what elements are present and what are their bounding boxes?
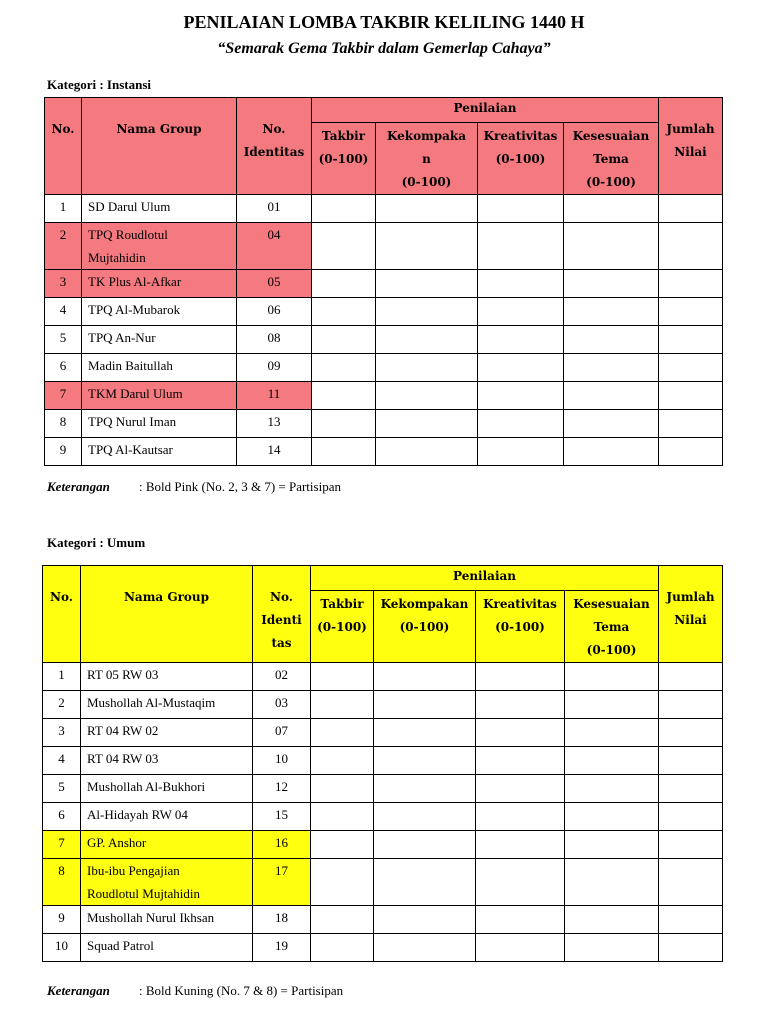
table-row — [43, 775, 723, 803]
header-kekompakan: Kekompakan (0-100) — [374, 591, 476, 663]
cell-kesesuaian — [565, 691, 659, 719]
cell-kreativitas — [476, 803, 565, 831]
cell-kekompakan — [376, 195, 478, 223]
header-kekompakan: Kekompaka n (0-100) — [376, 123, 478, 195]
cell-kreativitas — [478, 382, 564, 410]
cell-no-identitas: 06 — [237, 298, 312, 326]
cell-no-identitas: 13 — [237, 410, 312, 438]
cell-no-identitas: 11 — [237, 382, 312, 410]
cell-no-identitas: 18 — [253, 906, 311, 934]
cell-takbir — [311, 775, 374, 803]
cell-kekompakan — [376, 298, 478, 326]
table-row — [43, 663, 723, 691]
cell-jumlah — [659, 270, 723, 298]
cell-no-identitas: 10 — [253, 747, 311, 775]
cell-no-identitas: 17 — [253, 859, 311, 906]
cell-no: 9 — [45, 438, 82, 466]
page-title: PENILAIAN LOMBA TAKBIR KELILING 1440 H — [183, 12, 585, 32]
cell-no-identitas: 04 — [237, 223, 312, 270]
cell-kreativitas — [476, 691, 565, 719]
cell-kekompakan — [374, 906, 476, 934]
cell-kesesuaian — [565, 775, 659, 803]
table-row — [45, 410, 723, 438]
table-row — [45, 382, 723, 410]
cell-kreativitas — [478, 354, 564, 382]
cell-nama-group: TPQ Nurul Iman — [82, 410, 237, 438]
cell-nama-group: Ibu-ibu Pengajian Roudlotul Mujtahidin — [81, 859, 253, 906]
cell-nama-group: SD Darul Ulum — [82, 195, 237, 223]
header-kreativitas: Kreativitas (0-100) — [476, 591, 565, 663]
cell-no-identitas: 19 — [253, 934, 311, 962]
cell-jumlah — [659, 195, 723, 223]
cell-kesesuaian — [565, 663, 659, 691]
cell-no: 1 — [45, 195, 82, 223]
cell-kesesuaian — [565, 934, 659, 962]
table-row — [43, 859, 723, 906]
header-takbir: Takbir (0-100) — [312, 123, 376, 195]
cell-kreativitas — [478, 410, 564, 438]
cell-kekompakan — [376, 438, 478, 466]
cell-no-identitas: 02 — [253, 663, 311, 691]
cell-no-identitas: 09 — [237, 354, 312, 382]
header-jumlah-nilai: Jumlah Nilai — [659, 566, 723, 663]
table-row — [45, 195, 723, 223]
cell-kesesuaian — [564, 326, 659, 354]
header-kreativitas: Kreativitas (0-100) — [478, 123, 564, 195]
table-row — [43, 831, 723, 859]
cell-kekompakan — [374, 663, 476, 691]
cell-no: 5 — [43, 775, 81, 803]
cell-jumlah — [659, 747, 723, 775]
cell-kesesuaian — [564, 354, 659, 382]
cell-no: 1 — [43, 663, 81, 691]
cell-takbir — [311, 859, 374, 906]
cell-kreativitas — [478, 298, 564, 326]
cell-kekompakan — [376, 326, 478, 354]
cell-no: 8 — [43, 859, 81, 906]
cell-kekompakan — [376, 410, 478, 438]
cell-nama-group: Mushollah Nurul Ikhsan — [81, 906, 253, 934]
cell-takbir — [311, 831, 374, 859]
cell-jumlah — [659, 354, 723, 382]
cell-kreativitas — [478, 326, 564, 354]
cell-no: 2 — [43, 691, 81, 719]
cell-takbir — [311, 803, 374, 831]
header-penilaian: Penilaian — [311, 566, 659, 591]
header-no: No. — [45, 98, 82, 195]
cell-nama-group: Mushollah Al-Bukhori — [81, 775, 253, 803]
cell-no: 9 — [43, 906, 81, 934]
cell-kreativitas — [476, 831, 565, 859]
cell-kekompakan — [374, 831, 476, 859]
header-penilaian: Penilaian — [312, 98, 659, 123]
cell-kekompakan — [374, 747, 476, 775]
cell-kesesuaian — [565, 803, 659, 831]
score-table-umum — [42, 565, 723, 962]
cell-kreativitas — [476, 747, 565, 775]
cell-no: 8 — [45, 410, 82, 438]
cell-kesesuaian — [565, 719, 659, 747]
cell-nama-group: RT 04 RW 03 — [81, 747, 253, 775]
cell-no-identitas: 08 — [237, 326, 312, 354]
cell-no-identitas: 01 — [237, 195, 312, 223]
table-row — [43, 691, 723, 719]
cell-kesesuaian — [564, 298, 659, 326]
cell-kesesuaian — [564, 270, 659, 298]
cell-jumlah — [659, 663, 723, 691]
cell-nama-group: RT 05 RW 03 — [81, 663, 253, 691]
cell-no: 4 — [43, 747, 81, 775]
cell-nama-group: TK Plus Al-Afkar — [82, 270, 237, 298]
cell-kreativitas — [478, 195, 564, 223]
cell-jumlah — [659, 775, 723, 803]
cell-nama-group: GP. Anshor — [81, 831, 253, 859]
cell-kreativitas — [476, 775, 565, 803]
cell-no: 7 — [45, 382, 82, 410]
cell-kekompakan — [374, 691, 476, 719]
cell-kekompakan — [374, 803, 476, 831]
header-no: No. — [43, 566, 81, 663]
cell-kekompakan — [374, 859, 476, 906]
cell-jumlah — [659, 223, 723, 270]
cell-kreativitas — [476, 663, 565, 691]
cell-no-identitas: 05 — [237, 270, 312, 298]
cell-no: 3 — [43, 719, 81, 747]
table-row — [43, 934, 723, 962]
cell-kreativitas — [478, 223, 564, 270]
cell-kesesuaian — [564, 382, 659, 410]
cell-no: 7 — [43, 831, 81, 859]
score-table-instansi — [44, 97, 723, 466]
cell-takbir — [311, 691, 374, 719]
header-nama-group: Nama Group — [81, 566, 253, 663]
cell-no: 3 — [45, 270, 82, 298]
cell-jumlah — [659, 906, 723, 934]
cell-nama-group: TPQ An-Nur — [82, 326, 237, 354]
cell-nama-group: Mushollah Al-Mustaqim — [81, 691, 253, 719]
cell-kekompakan — [376, 270, 478, 298]
cell-nama-group: Al-Hidayah RW 04 — [81, 803, 253, 831]
header-no-identitas: No. Identitas — [237, 98, 312, 195]
cell-no: 4 — [45, 298, 82, 326]
cell-no: 2 — [45, 223, 82, 270]
cell-jumlah — [659, 719, 723, 747]
cell-kesesuaian — [564, 223, 659, 270]
cell-takbir — [311, 934, 374, 962]
cell-takbir — [312, 298, 376, 326]
table-row — [43, 906, 723, 934]
cell-jumlah — [659, 691, 723, 719]
category-label-umum: Kategori : Umum — [47, 535, 146, 550]
header-nama-group: Nama Group — [82, 98, 237, 195]
cell-no-identitas: 14 — [237, 438, 312, 466]
cell-takbir — [312, 410, 376, 438]
cell-kesesuaian — [565, 831, 659, 859]
cell-kesesuaian — [565, 859, 659, 906]
cell-takbir — [312, 270, 376, 298]
table-row — [43, 747, 723, 775]
table-row — [45, 223, 723, 270]
cell-no-identitas: 16 — [253, 831, 311, 859]
header-takbir: Takbir (0-100) — [311, 591, 374, 663]
cell-kreativitas — [476, 859, 565, 906]
cell-no-identitas: 12 — [253, 775, 311, 803]
table-row — [45, 438, 723, 466]
cell-jumlah — [659, 382, 723, 410]
cell-takbir — [312, 438, 376, 466]
cell-takbir — [311, 906, 374, 934]
cell-kesesuaian — [564, 438, 659, 466]
cell-jumlah — [659, 859, 723, 906]
table-row — [45, 270, 723, 298]
cell-kekompakan — [374, 719, 476, 747]
cell-takbir — [311, 663, 374, 691]
cell-no-identitas: 07 — [253, 719, 311, 747]
cell-kreativitas — [478, 270, 564, 298]
cell-no: 5 — [45, 326, 82, 354]
cell-jumlah — [659, 410, 723, 438]
cell-kesesuaian — [564, 195, 659, 223]
header-jumlah-nilai: Jumlah Nilai — [659, 98, 723, 195]
cell-takbir — [311, 747, 374, 775]
cell-nama-group: TPQ Roudlotul Mujtahidin — [82, 223, 237, 270]
cell-jumlah — [659, 831, 723, 859]
cell-takbir — [312, 195, 376, 223]
cell-takbir — [312, 382, 376, 410]
cell-no: 6 — [43, 803, 81, 831]
cell-kekompakan — [376, 223, 478, 270]
cell-kekompakan — [374, 775, 476, 803]
header-kesesuaian-tema: Kesesuaian Tema (0-100) — [564, 123, 659, 195]
cell-jumlah — [659, 438, 723, 466]
cell-nama-group: Madin Baitullah — [82, 354, 237, 382]
table-row — [43, 803, 723, 831]
cell-jumlah — [659, 326, 723, 354]
table-row — [43, 719, 723, 747]
cell-jumlah — [659, 934, 723, 962]
cell-nama-group: TPQ Al-Mubarok — [82, 298, 237, 326]
cell-jumlah — [659, 803, 723, 831]
cell-kreativitas — [478, 438, 564, 466]
cell-takbir — [312, 326, 376, 354]
note-instansi: Keterangan : Bold Pink (No. 2, 3 & 7) = Partisipan — [47, 479, 341, 494]
cell-kesesuaian — [564, 410, 659, 438]
cell-nama-group: TKM Darul Ulum — [82, 382, 237, 410]
cell-kreativitas — [476, 934, 565, 962]
cell-nama-group: Squad Patrol — [81, 934, 253, 962]
cell-jumlah — [659, 298, 723, 326]
cell-no: 10 — [43, 934, 81, 962]
table-header-row — [45, 98, 723, 123]
cell-kreativitas — [476, 719, 565, 747]
header-kesesuaian-tema: Kesesuaian Tema (0-100) — [565, 591, 659, 663]
cell-kekompakan — [376, 382, 478, 410]
table-header-row — [43, 566, 723, 591]
category-label-instansi: Kategori : Instansi — [47, 77, 151, 92]
cell-kekompakan — [376, 354, 478, 382]
cell-nama-group: TPQ Al-Kautsar — [82, 438, 237, 466]
table-row — [45, 354, 723, 382]
cell-no-identitas: 15 — [253, 803, 311, 831]
header-no-identitas: No. Identi tas — [253, 566, 311, 663]
cell-takbir — [312, 354, 376, 382]
cell-kekompakan — [374, 934, 476, 962]
cell-nama-group: RT 04 RW 02 — [81, 719, 253, 747]
page-subtitle: “Semarak Gema Takbir dalam Gemerlap Cahaya” — [217, 40, 551, 57]
table-row — [45, 298, 723, 326]
cell-takbir — [312, 223, 376, 270]
cell-no: 6 — [45, 354, 82, 382]
table-row — [45, 326, 723, 354]
cell-kreativitas — [476, 906, 565, 934]
cell-no-identitas: 03 — [253, 691, 311, 719]
cell-kesesuaian — [565, 747, 659, 775]
cell-takbir — [311, 719, 374, 747]
note-umum: Keterangan : Bold Kuning (No. 7 & 8) = Partisipan — [47, 983, 344, 998]
cell-kesesuaian — [565, 906, 659, 934]
